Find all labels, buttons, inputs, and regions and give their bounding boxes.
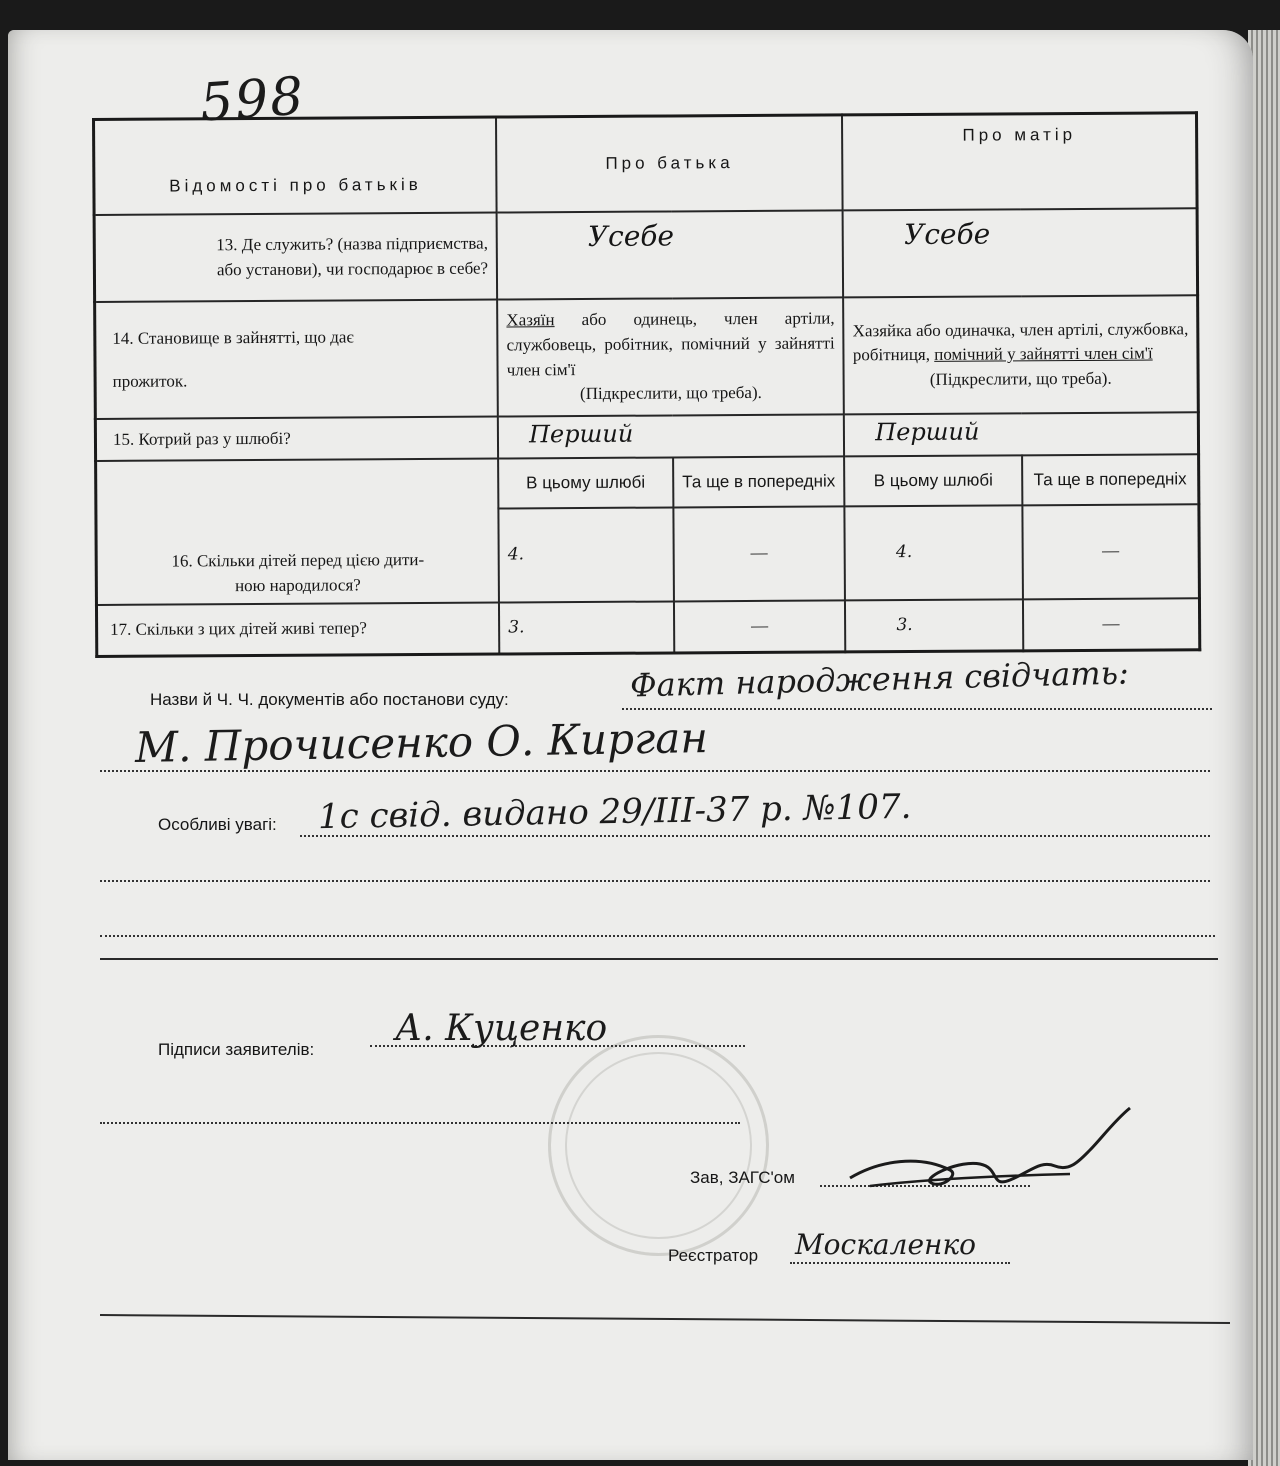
documents-line-1 <box>622 708 1212 710</box>
remarks-value: 1с свід. видано 29/III-37 р. №107. <box>317 786 912 838</box>
documents-line-2 <box>100 770 1210 772</box>
remarks-line-2 <box>100 880 1210 882</box>
table-row-q13 <box>94 208 1198 302</box>
registrar-line <box>790 1262 1010 1264</box>
documents-value-line2: М. Прочисенко О. Кирган <box>134 713 709 772</box>
parents-info-table <box>92 111 1201 658</box>
q16-label <box>96 459 500 605</box>
q14-label <box>95 300 498 419</box>
q14-father-other-options: або одинець, член артіли, службовець, робітник, помічний у зайнятті член сім'ї <box>506 308 835 380</box>
official-stamp <box>548 1035 769 1256</box>
q14-mother-note: (Підкреслити, що треба). <box>929 368 1112 389</box>
q16-father-previous: — <box>673 506 845 601</box>
mother-subheader-previous: Та ще в попередніх <box>1022 454 1199 505</box>
q15-father-answer: Перший <box>498 414 844 459</box>
q17-father-this: 3. <box>499 601 674 654</box>
remarks-label: Особливі увагі: <box>158 815 277 834</box>
q13-father-answer: Усебе <box>497 211 844 300</box>
q14-father-options <box>497 298 844 416</box>
table-row-q14 <box>95 296 1199 419</box>
q14-mother-selected-option: помічний у зайнятті член сім'ї <box>934 343 1153 365</box>
page-number: 598 <box>198 66 308 134</box>
registrar-signature: Москаленко <box>795 1228 977 1261</box>
q16-label-line1: 16. Скільки дітей перед цією дити- <box>171 550 425 571</box>
q16-label-line2: ною народилося? <box>234 575 361 596</box>
q15-mother-answer: Перший <box>844 412 1198 457</box>
q17-mother-previous: — <box>1023 598 1200 651</box>
table-row-subheaders <box>96 454 1199 511</box>
q13-label-line1: 13. Де служить? (назва підприємства, <box>216 233 488 255</box>
header-mother: Про матір <box>842 113 1197 211</box>
applicants-signature-line-2 <box>100 1122 740 1124</box>
q15-label: 15. Котрий раз у шлюбі? <box>95 416 498 461</box>
q14-label-line2: прожиток. <box>112 370 188 391</box>
head-signature-label: Зав, ЗАГС'ом <box>690 1168 795 1187</box>
mother-subheader-this-marriage: В цьому шлюбі <box>844 455 1022 506</box>
q13-mother-answer: Усебе <box>843 208 1198 297</box>
section-divider <box>100 958 1218 960</box>
q17-father-previous: — <box>674 600 846 653</box>
documents-value-line1: Факт народження свідчать: <box>629 653 1130 705</box>
applicants-signature-value: А. Куценко <box>395 1008 608 1049</box>
head-signature-scribble <box>840 1100 1140 1200</box>
table-row-q17 <box>96 598 1199 657</box>
table-row-q15 <box>95 412 1198 461</box>
q13-label <box>94 213 497 303</box>
q13-label-line2: або установи), чи господарює в себе? <box>216 258 489 279</box>
remarks-line-1 <box>300 835 1210 837</box>
q14-father-selected-option: Хазяїн <box>506 310 555 330</box>
table-header-row <box>94 113 1198 215</box>
documents-label: Назви й Ч. Ч. документів або постанови суду: <box>150 690 509 709</box>
father-subheader-this-marriage: В цьому шлюбі <box>498 458 673 509</box>
q14-label-line1: 14. Становище в зайнятті, що дає <box>112 327 354 348</box>
q17-label: 17. Скільки з цих дітей живі тепер? <box>96 602 499 656</box>
q14-mother-options <box>843 296 1198 415</box>
father-subheader-previous: Та ще в попередніх <box>673 457 845 508</box>
q16-father-this: 4. <box>499 507 674 602</box>
remarks-line-3 <box>100 935 1215 937</box>
applicants-signature-label: Підписи заявителів: <box>158 1040 315 1059</box>
q16-mother-previous: — <box>1022 504 1199 599</box>
q14-mother-other-options: Хазяйка або одиначка, член артілі, службовка, робітниця, <box>852 318 1189 365</box>
header-father: Про батька <box>496 115 843 213</box>
header-parents-info: Відомості про батьків <box>94 117 497 215</box>
registrar-label: Реєстратор <box>668 1246 759 1265</box>
q14-father-note: (Підкреслити, що треба). <box>579 383 762 404</box>
q16-mother-this: 4. <box>845 505 1023 600</box>
q17-mother-this: 3. <box>845 599 1023 652</box>
